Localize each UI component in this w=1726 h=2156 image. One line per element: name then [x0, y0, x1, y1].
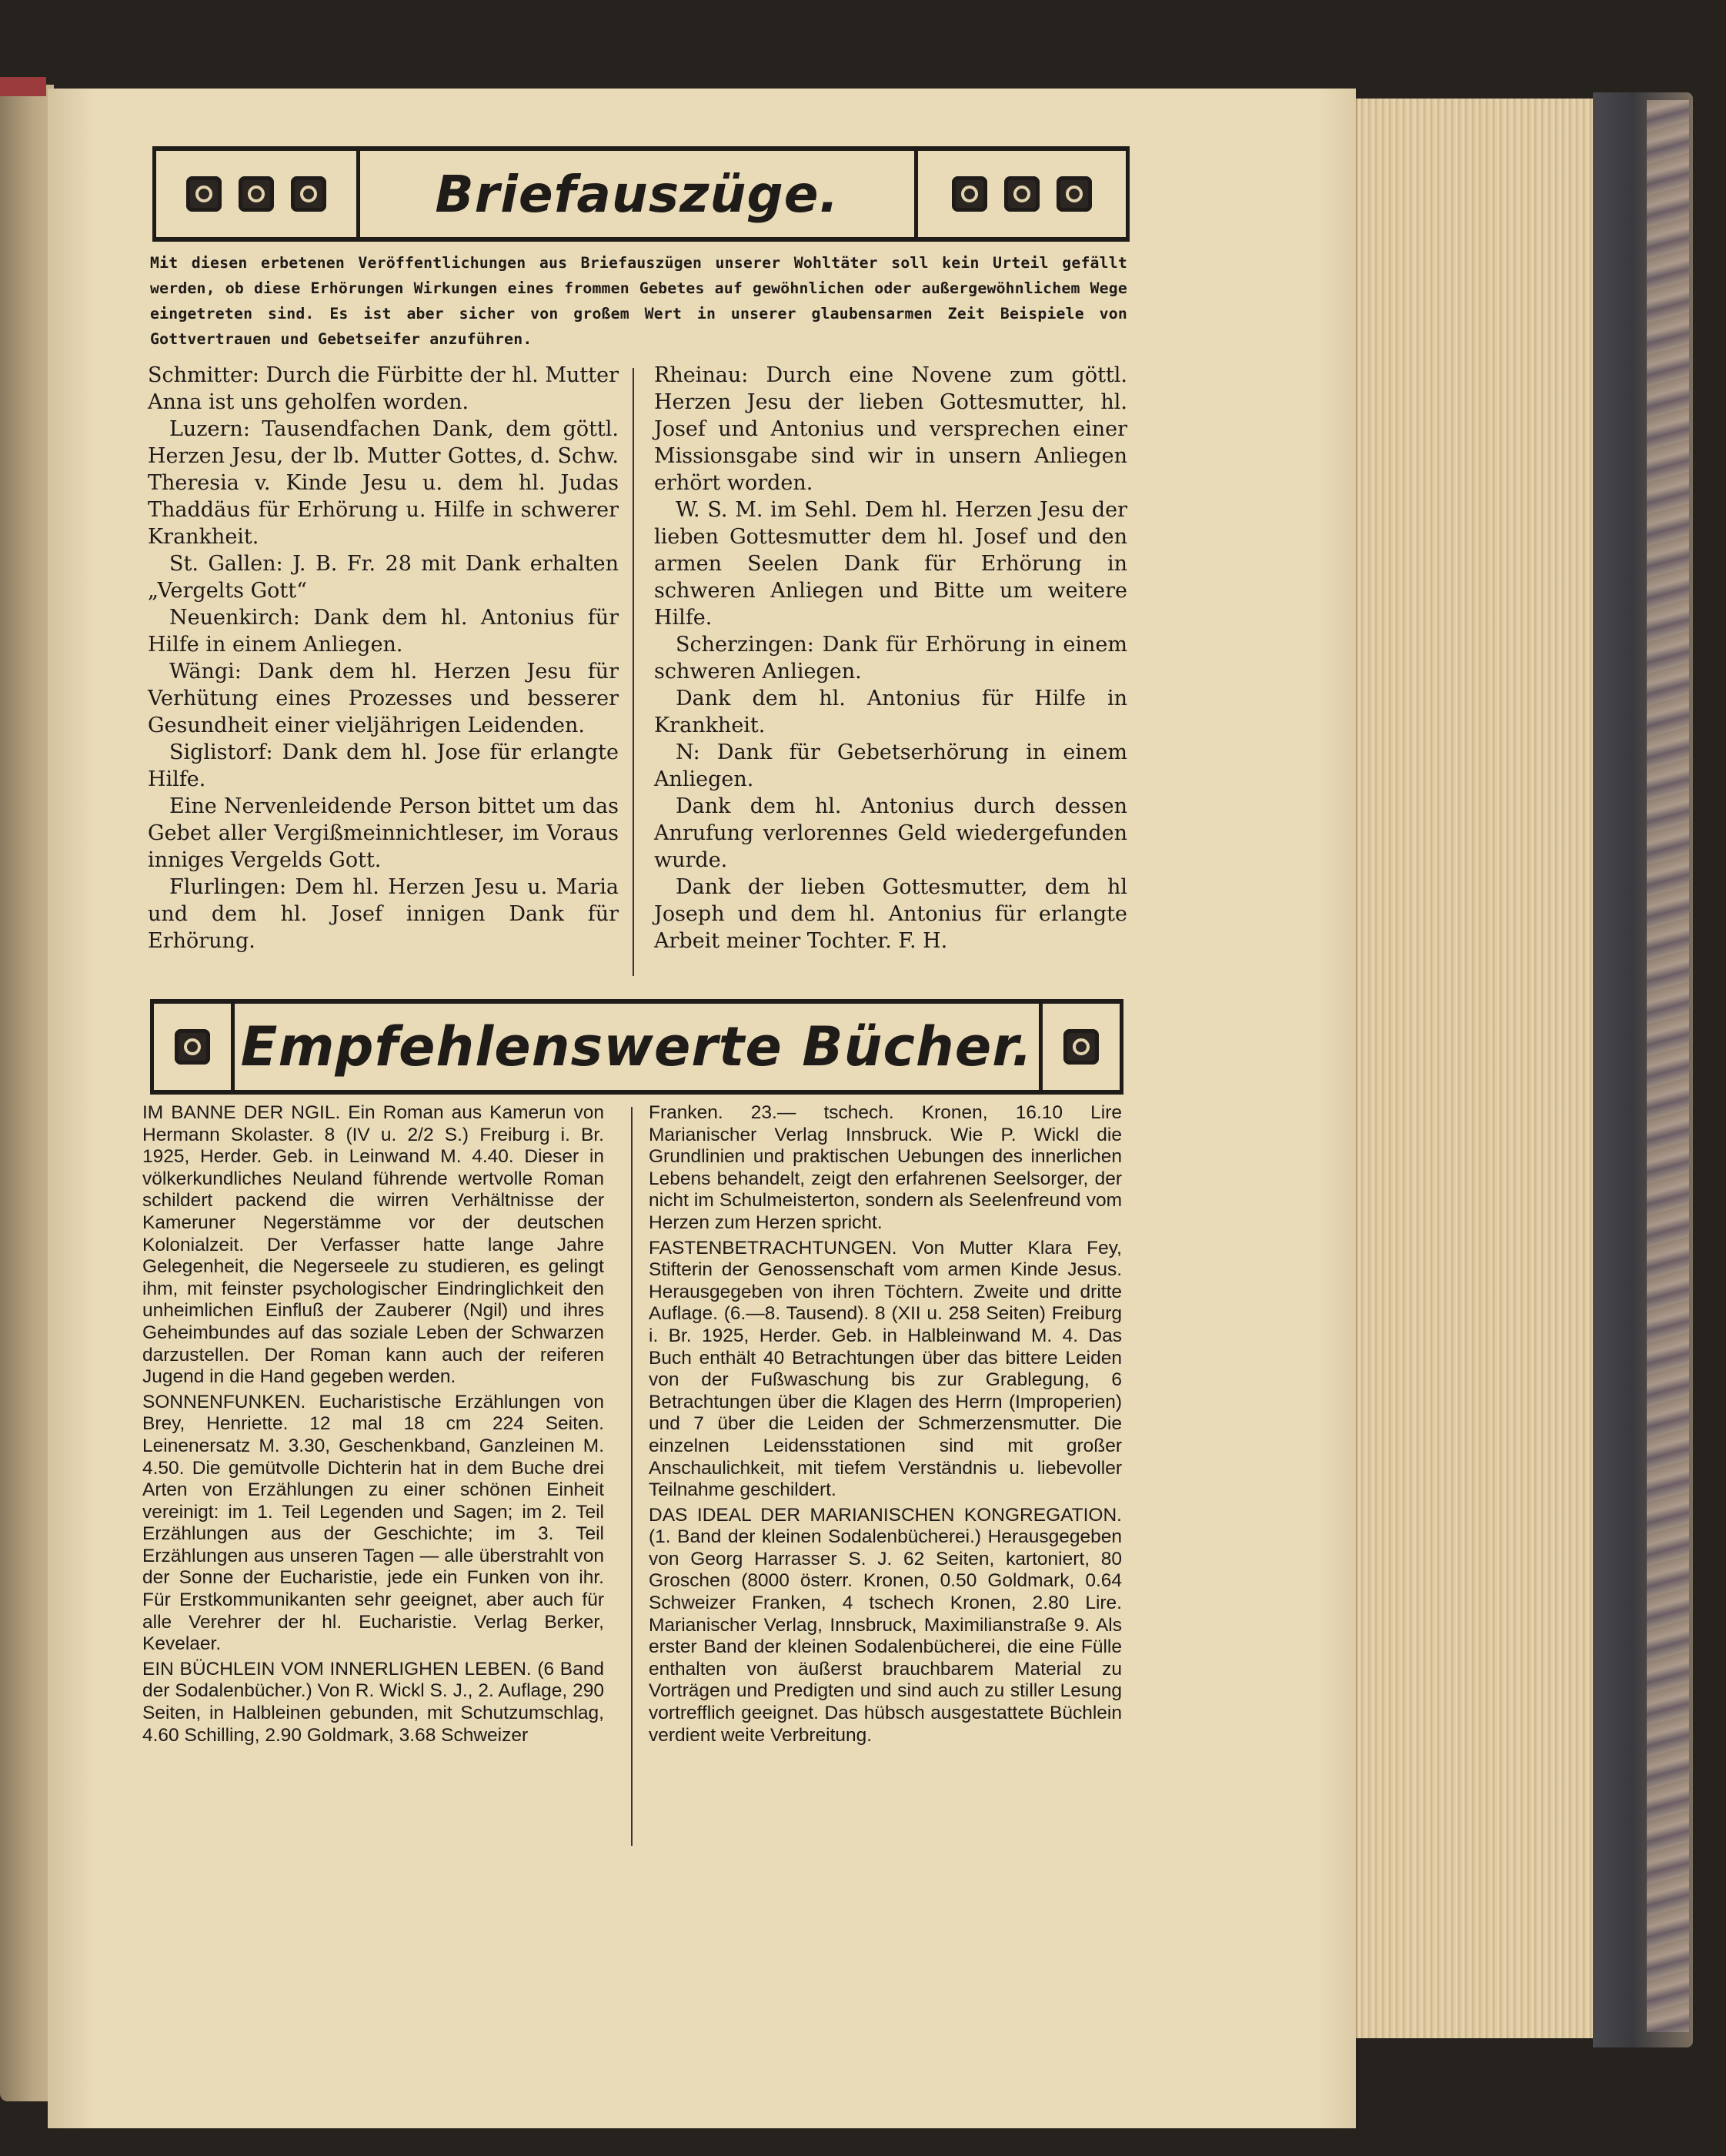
- letters-right-column: [654, 362, 1127, 954]
- page-stack: [1356, 99, 1604, 2038]
- ornament-icon: [1004, 176, 1040, 212]
- book-review: EIN BÜCHLEIN VOM INNERLIGHEN LEBEN. (6 Band der Sodalenbücher.) Von R. Wickl S. J., 2. Auflage, 290 Seiten, in Halbleinen gebunden, mit Schutzumschlag, 4.60 Schilling, 2.90 Goldmark, 3.68 Schweizer: [142, 1658, 604, 1746]
- letter-entry: Schmitter: Durch die Fürbitte der hl. Mutter Anna ist uns geholfen worden.: [148, 363, 619, 414]
- ornament-group-left: [152, 151, 360, 237]
- letter-entry: Eine Nervenleidende Person bittet um das Gebet aller Vergißmeinnichtleser, im Voraus inniges Vergelds Gott.: [148, 794, 619, 872]
- header-banner-briefauszuege: [152, 146, 1130, 242]
- letter-entry: Dank dem hl. Antonius für Hilfe in Krankheit.: [654, 687, 1127, 737]
- intro-paragraph: Mit diesen erbetenen Veröffentlichungen aus Briefauszügen unserer Wohltäter soll kein Urteil gefällt werden, ob diese Erhörungen Wirkungen eines frommen Gebetes auf gewöhnlichen oder außergewöhnlichem Wege eingetreten sind. Es ist aber sicher von großem Wert in unserer glaubensarmen Zeit Beispiele von Gottvertrauen und Gebetseifer anzuführen.: [150, 254, 1127, 348]
- letter-entry: W. S. M. im Sehl. Dem hl. Herzen Jesu der lieben Gottesmutter dem hl. Josef und den armen Seelen Dank für Erhörung in schweren Anliegen und Bitte um weitere Hilfe.: [654, 498, 1127, 630]
- letter-entry: Neuenkirch: Dank dem hl. Antonius für Hilfe in einem Anliegen.: [148, 606, 619, 657]
- ornament-icon: [175, 1029, 210, 1065]
- section-title: Briefauszüge.: [435, 164, 840, 224]
- letters-left-column: [148, 362, 619, 954]
- books-left-column: [142, 1102, 604, 1750]
- column-divider: [633, 368, 634, 976]
- facing-page-edge: [0, 85, 54, 2101]
- book-review: IM BANNE DER NGIL. Ein Roman aus Kamerun von Hermann Skolaster. 8 (IV u. 2/2 S.) Freiburg i. Br. 1925, Herder. Geb. in Leinwand M. 4.40. Dieser in völkerkundliches Neuland führende wertvolle Roman schildert packend die wirren Verhältnisse der Kameruner Negerstämme vor der deutschen Kolonialzeit. Der Verfasser hatte lange Jahre Gelegenheit, die Negerseele zu studieren, es gelingt ihm, mit feinster psychologischer Eindringlichkeit den unheimlichen Einfluß der Zauberer (Ngil) und ihres Geheimbundes auf das soziale Leben der Schwarzen darzustellen. Der Roman kann auch der reiferen Jugend in die Hand gegeben werden.: [142, 1102, 604, 1388]
- letter-entry: St. Gallen: J. B. Fr. 28 mit Dank erhalten „Vergelts Gott“: [148, 552, 619, 603]
- letter-entry: Dank der lieben Gottesmutter, dem hl Joseph und dem hl. Antonius für erlangte Arbeit meiner Tochter. F. H.: [654, 875, 1127, 953]
- ornament-icon: [291, 176, 326, 212]
- letter-entry: Rheinau: Durch eine Novene zum göttl. Herzen Jesu der lieben Gottesmutter, hl. Josef und Antonius und versprechen einer Missionsgabe sind wir in unsern Anliegen erhört worden.: [654, 363, 1127, 495]
- ornament-icon: [186, 176, 222, 212]
- book-review: SONNENFUNKEN. Eucharistische Erzählungen von Brey, Henriette. 12 mal 18 cm 224 Seiten. Leinenersatz M. 3.30, Geschenkband, Ganzleinen M. 4.50. Die gemütvolle Dichterin hat in dem Buche drei Arten von Erzählungen zu einer schönen Einheit vereinigt: im 1. Teil Legenden und Sagen; im 2. Teil Erzählungen aus der Geschichte; im 3. Teil Erzählungen aus unseren Tagen — alle überstrahlt von der Sonne der Eucharistie, jede ein Funken von ihr. Für Erstkommunikanten sehr geeignet, aber auch für alle Verehrer der hl. Eucharistie. Verlag Berker, Kevelaer.: [142, 1391, 604, 1655]
- letter-entry: Scherzingen: Dank für Erhörung in einem schweren Anliegen.: [654, 633, 1127, 684]
- letter-entry: Luzern: Tausendfachen Dank, dem göttl. Herzen Jesu, der lb. Mutter Gottes, d. Schw. Theresia v. Kinde Jesu u. dem hl. Judas Thaddäus für Erhörung u. Hilfe in schwerer Krankheit.: [148, 417, 619, 549]
- book-review: Franken. 23.— tschech. Kronen, 16.10 Lire Marianischer Verlag Innsbruck. Wie P. Wickl die Grundlinien und praktischen Uebungen des innerlichen Lebens behandelt, zeigt den erfahrenen Seelsorger, der nicht im Schulmeisterton, sondern als Seelenfreund vom Herzen zum Herzen spricht.: [649, 1102, 1122, 1233]
- ornament-icon: [952, 176, 987, 212]
- ornament-group-left: [150, 1004, 235, 1090]
- letter-entry: Siglistorf: Dank dem hl. Jose für erlangte Hilfe.: [148, 740, 619, 791]
- section-title: Empfehlenswerte Bücher.: [240, 1015, 1033, 1078]
- binding-edge: [0, 77, 46, 96]
- cover-marble: [1647, 100, 1689, 2032]
- letter-entry: Flurlingen: Dem hl. Herzen Jesu u. Maria und dem hl. Josef innigen Dank für Erhörung.: [148, 875, 619, 953]
- books-right-column: [649, 1102, 1122, 1750]
- letter-entry: Dank dem hl. Antonius durch dessen Anrufung verlorennes Geld wiedergefunden wurde.: [654, 794, 1127, 872]
- header-banner-buecher: [150, 999, 1123, 1095]
- ornament-icon: [1057, 176, 1092, 212]
- ornament-group-right: [1039, 1004, 1123, 1090]
- letter-entry: Wängi: Dank dem hl. Herzen Jesu für Verhütung eines Prozesses und besserer Gesundheit einer vieljährigen Leidenden.: [148, 660, 619, 737]
- ornament-group-right: [914, 151, 1130, 237]
- book-review: FASTENBETRACHTUNGEN. Von Mutter Klara Fey, Stifterin der Genossenschaft vom armen Kinde Jesus. Herausgegeben von ihren Töchtern. Zweite und dritte Auflage. (6.—8. Tausend). 8 (XII u. 258 Seiten) Freiburg i. Br. 1925, Herder. Geb. in Halbleinwand M. 4. Das Buch enthält 40 Betrachtungen über das bittere Leiden von der Fußwaschung bis zur Grablegung, 6 Betrachtungen über die Klagen des Herrn (Improperien) und 7 über die Leiden der Schmerzensmutter. Die einzelnen Leidensstationen sind mit großer Anschaulichkeit, mit tiefem Verständnis u. liebevoller Teilnahme geschildert.: [649, 1237, 1122, 1501]
- column-divider: [631, 1107, 633, 1846]
- ornament-icon: [239, 176, 274, 212]
- book-review: DAS IDEAL DER MARIANISCHEN KONGREGATION. (1. Band der kleinen Sodalenbücherei.) Herausgegeben von Georg Harrasser S. J. 62 Seiten, kartoniert, 80 Groschen (8000 österr. Kronen, 0.50 Goldmark, 0.64 Schweizer Franken, 4 tschech Kronen, 2.80 Lire. Marianischer Verlag, Innsbruck, Maximilianstraße 9. Als erster Band der kleinen Sodalenbücherei, die eine Fülle enthalten von äußerst brauchbarem Material zu Vorträgen und Predigten und sind auch zu stiller Lesung vortrefflich geeignet. Das hübsch ausgestattete Büchlein verdient weite Verbreitung.: [649, 1504, 1122, 1746]
- ornament-icon: [1063, 1029, 1099, 1065]
- letter-entry: N: Dank für Gebetserhörung in einem Anliegen.: [654, 740, 1127, 791]
